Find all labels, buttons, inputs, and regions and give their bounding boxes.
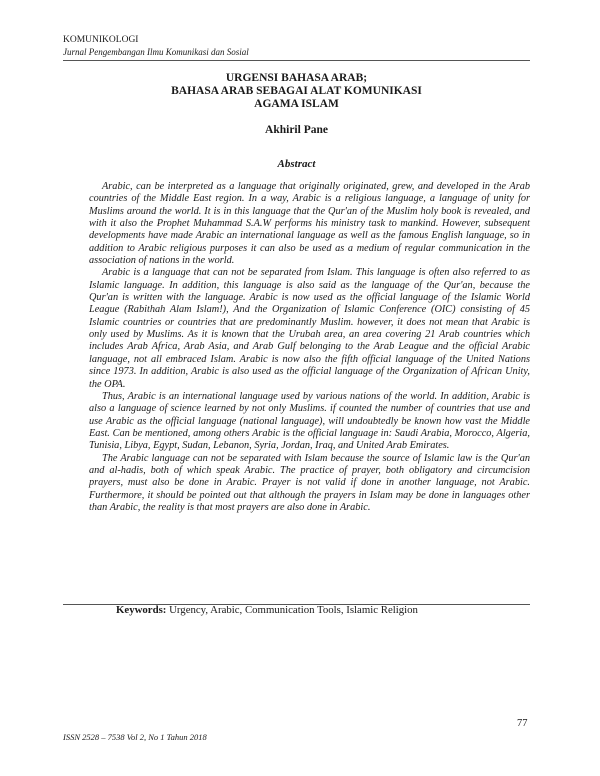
- author-name: Akhiril Pane: [265, 124, 328, 136]
- abstract-paragraph-4: The Arabic language can not be separated with Islam because the source of Islamic law is the Qur'an and al-hadis, both of which speak Arabic. The practice of prayer, both obligatory and circumcision prayers, must also be done in Arabic. Prayer is not valid if done in another language, not Arabic. Furthermore, it should be pointed out that although the prayers in Islam may be done in languages other than Arabic, the reality is that most prayers are also done in Arabic.: [89, 452, 530, 513]
- journal-name: Jurnal Pengembangan Ilmu Komunikasi dan Sosial: [63, 47, 249, 57]
- title-line-1: URGENSI BAHASA ARAB;: [225, 72, 368, 84]
- abstract-paragraph-1: Arabic, can be interpreted as a language that originally originated, grew, and developed in the Arab countries of the Middle East region. In a way, Arabic is a religious language, a language of unity for Muslims around the world. It is in this language that the Qur'an of the Muslim holy book is revealed, and with it also the Prophet Muhammad S.A.W performs his ministry task to mankind. However, subsequent developments have made Arabic an international language as well as the famous English language, so in addition to Arabic religious purposes it can also be used as a medium of regular communication in the association of nations in the world.: [89, 181, 530, 267]
- abstract-heading: Abstract: [277, 158, 316, 170]
- footer-issn: ISSN 2528 – 7538 Vol 2, No 1 Tahun 2018: [63, 732, 207, 742]
- page-number: 77: [517, 718, 528, 729]
- publisher-name: KOMUNIKOLOGI: [63, 35, 139, 45]
- running-header: [63, 34, 249, 58]
- keywords-value: Urgency, Arabic, Communication Tools, Islamic Religion: [169, 604, 418, 616]
- title-line-2: BAHASA ARAB SEBAGAI ALAT KOMUNIKASI: [171, 85, 422, 97]
- paper-title: [63, 72, 530, 111]
- header-rule: [63, 60, 530, 61]
- abstract-paragraph-3: Thus, Arabic is an international language used by various nations of the world. In addition, Arabic is also a language of science learned by not only Muslims. if counted the number of countries that use and use Arabic as the official language (national language), will undoubtedly be known how vast the Middle East. Can be mentioned, among others Arabic is the official language in: Saudi Arabia, Morocco, Algeria, Tunisia, Libya, Egypt, Sudan, Lebanon, Syria, Jordan, Iraq, and United Arab Emirates.: [89, 390, 530, 452]
- abstract-paragraph-2: Arabic is a language that can not be separated from Islam. This language is often also referred to as Islamic language. In addition, this language is also said as the language of the Qur'an, because the Qur'an is written with the language. Arabic is now used as the official language of the Islamic World League (Rabithah Alam Islam!), And the Organization of Islamic Conference (OIC) consisting of 45 Islamic countries or countries that are predominantly Muslim. however, it does not mean that Arabic is only used by Muslims. As it is known that the Urubah area, an area covering 21 Arab countries which includes Arab Africa, Arab Asia, and Arab Gulf belonging to the Arab League and the official Arabic language, not all embraced Islam. Arabic is now also the fifth official language of the United Nations since 1973. In addition, Arabic is also used as the official language of the Organization of African Unity, the OPA.: [89, 267, 530, 390]
- keywords-label: Keywords:: [116, 604, 167, 616]
- title-line-3: AGAMA ISLAM: [254, 98, 339, 110]
- keywords: [116, 604, 418, 616]
- abstract-body: [89, 181, 530, 514]
